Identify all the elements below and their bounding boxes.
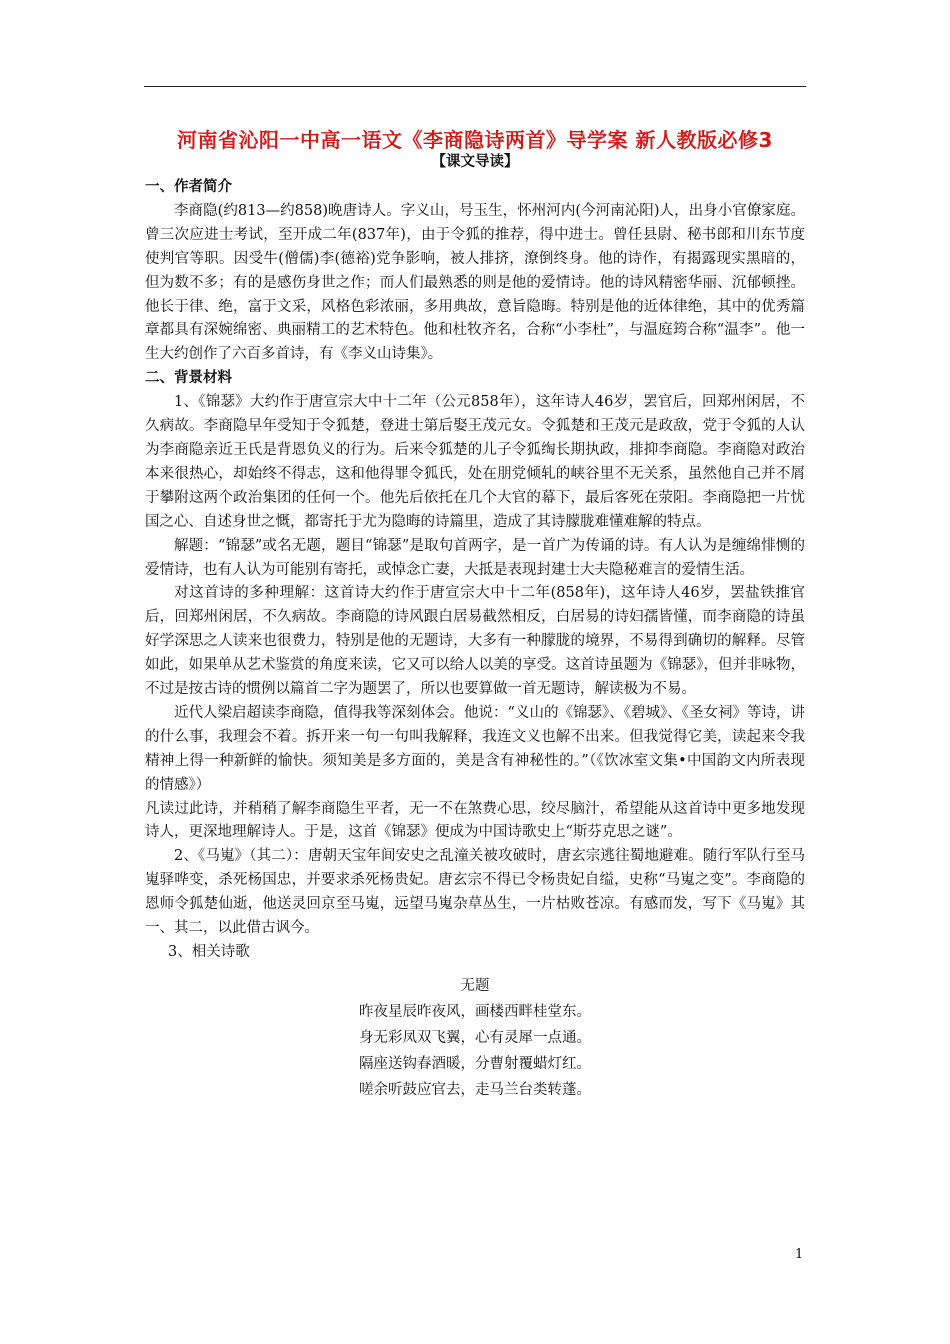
background-paragraph-1: 1、《锦瑟》大约作于唐宣宗大中十二年（公元858年），这年诗人46岁，罢官后，回郑州闲居，不久病故。李商隐早年受知于令狐楚，登进士第后娶王茂元女。令狐楚和王茂元是政敌，党于令狐的人认为李商隐亲近王氏是背恩负义的行为。后来令狐楚的儿子令狐绹长期执政，排抑李商隐。李商隐对政治本来很热心，却始终不得志，这和他得罪令狐氏，处在朋党倾轧的峡谷里不无关系，虽然他自己并不屑于攀附这两个政治集团的任何一个。他先后依托在几个大官的幕下，最后客死在荥阳。李商隐把一片忧国之心、自述身世之慨，都寄托于尤为隐晦的诗篇里，造成了其诗朦胧难懂难解的特点。 (145, 394, 805, 530)
background-paragraph-5: 凡读过此诗，并稍稍了解李商隐生平者，无一不在煞费心思，绞尽脑汁，希望能从这首诗中更多地发现诗人，更深地理解诗人。于是，这首《锦瑟》便成为中国诗歌史上“斯芬克思之谜”。 (145, 800, 805, 841)
section-label: 【课文导读】 (431, 154, 519, 170)
section-heading-author: 一、作者简介 (145, 179, 232, 195)
background-paragraph-3: 对这首诗的多种理解：这首诗大约作于唐宣宗大中十二年(858年)，这年诗人46岁，罢盐铁推官后，回郑州闲居，不久病故。李商隐的诗风跟白居易截然相反，白居易的诗妇孺皆懂，而李商隐的诗虽好学深思之人读来也很费力，特别是他的无题诗，大多有一种朦胧的境界，不易得到确切的解释。尽管如此，如果单从艺术鉴赏的角度来读，它又可以给人以美的享受。这首诗虽题为《锦瑟》，但并非咏物，不过是按古诗的惯例以篇首二字为题罢了，所以也要算做一首无题诗，解读极为不易。 (145, 585, 805, 698)
poem-line: 身无彩凤双飞翼，心有灵犀一点通。 (359, 1029, 591, 1046)
document-body (145, 176, 805, 1103)
background-paragraph-7: 3、相关诗歌 (168, 944, 250, 960)
background-paragraph-6: 2、《马嵬》（其二）：唐朝天宝年间安史之乱潼关被攻破时，唐玄宗逃往蜀地避难。随行军队行至马嵬驿哗变，杀死杨国忠，并要求杀死杨贵妃。唐玄宗不得已令杨贵妃自缢，史称“马嵬之变”。李商隐的恩师令狐楚仙逝，他送灵回京至马嵬，远望马嵬杂草丛生，一片枯败苍凉。有感而发，写下《马嵬》其一、其二，以此借古讽今。 (145, 848, 805, 937)
background-paragraph-2: 解题：“锦瑟”或名无题，题目“锦瑟”是取句首两字，是一首广为传诵的诗。有人认为是缠绵悱恻的爱情诗，也有人认为可能别有寄托，或悼念亡妻，大抵是表现封建士大夫隐秘难言的爱情生活。 (145, 537, 805, 578)
background-paragraph-4: 近代人梁启超读李商隐，值得我等深刻体会。他说：“义山的《锦瑟》、《碧城》、《圣女祠》等诗，讲的什么事，我理会不着。拆开来一句一句叫我解释，我连文义也解不出来。但我觉得它美，读起来令我精神上得一种新鲜的愉快。须知美是多方面的，美是含有神秘性的。”（《饮冰室文集•中国韵文内所表现的情感》） (145, 704, 805, 793)
poem-line: 昨夜星辰昨夜风，画楼西畔桂堂东。 (359, 1003, 591, 1020)
header-rule (144, 86, 806, 87)
poem-line: 嗟余听鼓应官去，走马兰台类转蓬。 (359, 1081, 591, 1098)
poem-title: 无题 (460, 977, 490, 994)
author-paragraph: 李商隐(约813—约858)晚唐诗人。字义山，号玉生，怀州河内(今河南沁阳)人，出身小官僚家庭。曾三次应进士考试，至开成二年(837年)，由于令狐的推荐，得中进士。曾任县尉、秘书郎和川东节度使判官等职。因受牛(僧儒)李(德裕)党争影响，被人排挤，潦倒终身。他的诗作，有揭露现实黑暗的，但为数不多；有的是感伤身世之作；而人们最熟悉的则是他的爱情诗。他的诗风精密华丽、沉郁顿挫。他长于律、绝，富于文采，风格色彩浓丽，多用典故，意旨隐晦。特别是他的近体律绝，其中的优秀篇章都具有深婉绵密、典丽精工的艺术特色。他和杜牧齐名，合称“小李杜”，与温庭筠合称“温李”。他一生大约创作了六百多首诗，有《李义山诗集》。 (145, 202, 805, 363)
section-heading-background: 二、背景材料 (145, 370, 232, 387)
poem (145, 973, 805, 1103)
document-title: 河南省沁阳一中高一语文《李商隐诗两首》导学案 新人教版必修3 (177, 128, 773, 152)
poem-line: 隔座送钩春酒暖，分曹射覆蜡灯红。 (359, 1055, 591, 1072)
page-number: 1 (795, 1247, 804, 1262)
